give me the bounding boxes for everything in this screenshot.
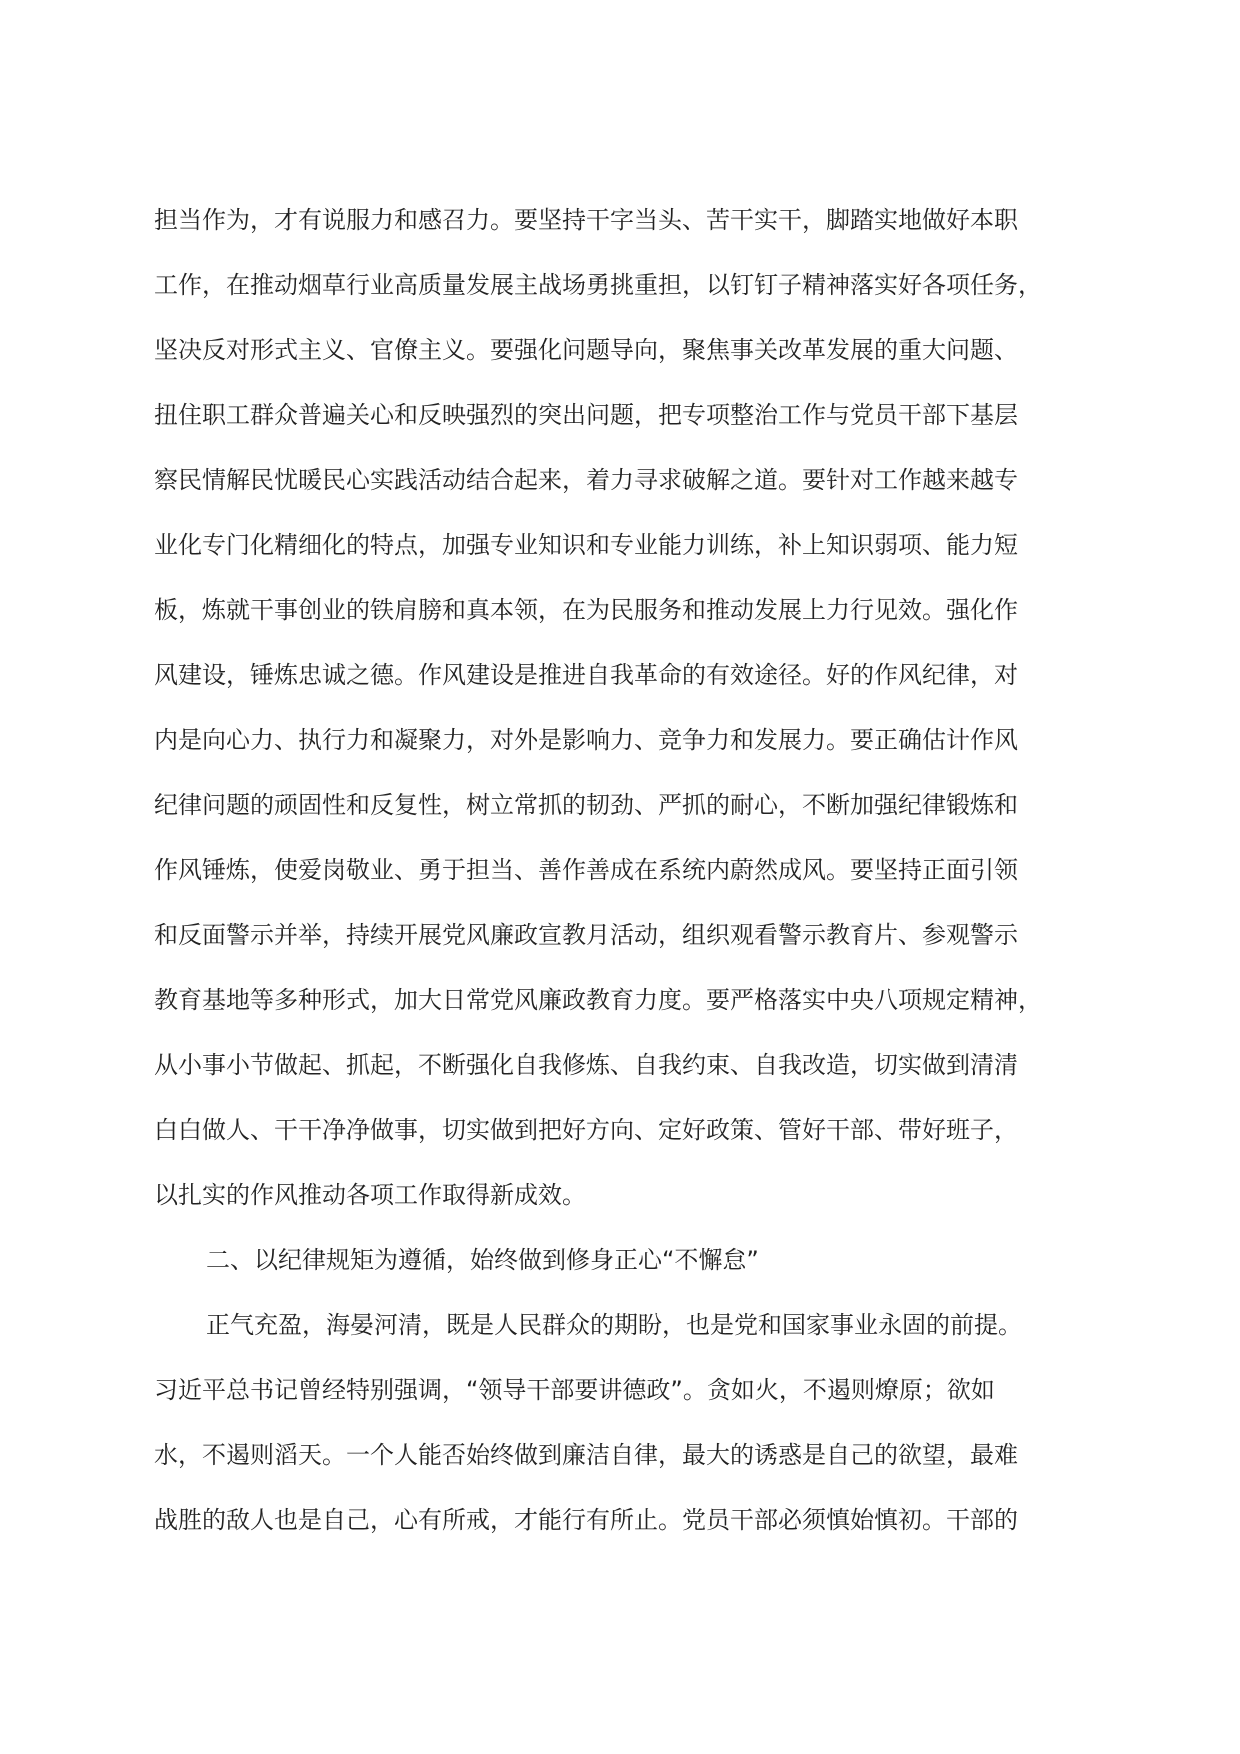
text-line: 板，炼就干事创业的铁肩膀和真本领，在为民服务和推动发展上力行见效。强化作 xyxy=(154,596,1018,624)
text-line: 习近平总书记曾经特别强调，“领导干部要讲德政”。贪如火，不遏则燎原；欲如 xyxy=(154,1376,995,1404)
text-line: 业化专门化精细化的特点，加强专业知识和专业能力训练，补上知识弱项、能力短 xyxy=(154,531,1018,559)
text-line: 和反面警示并举，持续开展党风廉政宣教月活动，组织观看警示教育片、参观警示 xyxy=(154,921,1018,949)
text-line: 工作，在推动烟草行业高质量发展主战场勇挑重担，以钉钉子精神落实好各项任务， xyxy=(154,271,1042,299)
text-line: 察民情解民忧暖民心实践活动结合起来，着力寻求破解之道。要针对工作越来越专 xyxy=(154,466,1018,494)
text-line: 担当作为，才有说服力和感召力。要坚持干字当头、苦干实干，脚踏实地做好本职 xyxy=(154,206,1018,234)
text-line: 扭住职工群众普遍关心和反映强烈的突出问题，把专项整治工作与党员干部下基层 xyxy=(154,401,1018,429)
text-line: 风建设，锤炼忠诚之德。作风建设是推进自我革命的有效途径。好的作风纪律，对 xyxy=(154,661,1018,689)
text-line: 战胜的敌人也是自己，心有所戒，才能行有所止。党员干部必须慎始慎初。干部的 xyxy=(154,1506,1018,1534)
body-text xyxy=(154,188,1084,1553)
text-line: 水，不遏则滔天。一个人能否始终做到廉洁自律，最大的诱惑是自己的欲望，最难 xyxy=(154,1441,1018,1469)
text-line: 作风锤炼，使爱岗敬业、勇于担当、善作善成在系统内蔚然成风。要坚持正面引领 xyxy=(154,856,1018,884)
text-line: 教育基地等多种形式，加大日常党风廉政教育力度。要严格落实中央八项规定精神， xyxy=(154,986,1042,1014)
text-line: 纪律问题的顽固性和反复性，树立常抓的韧劲、严抓的耐心，不断加强纪律锻炼和 xyxy=(154,791,1018,819)
text-line: 以扎实的作风推动各项工作取得新成效。 xyxy=(154,1181,586,1209)
section-heading: 二、以纪律规矩为遵循，始终做到修身正心“不懈怠” xyxy=(206,1246,759,1274)
text-line: 内是向心力、执行力和凝聚力，对外是影响力、竞争力和发展力。要正确估计作风 xyxy=(154,726,1018,754)
text-line: 坚决反对形式主义、官僚主义。要强化问题导向，聚焦事关改革发展的重大问题、 xyxy=(154,336,1018,364)
text-line: 白白做人、干干净净做事，切实做到把好方向、定好政策、管好干部、带好班子， xyxy=(154,1116,1018,1144)
text-line: 从小事小节做起、抓起，不断强化自我修炼、自我约束、自我改造，切实做到清清 xyxy=(154,1051,1018,1079)
text-line: 正气充盈，海晏河清，既是人民群众的期盼，也是党和国家事业永固的前提。 xyxy=(206,1311,1022,1339)
